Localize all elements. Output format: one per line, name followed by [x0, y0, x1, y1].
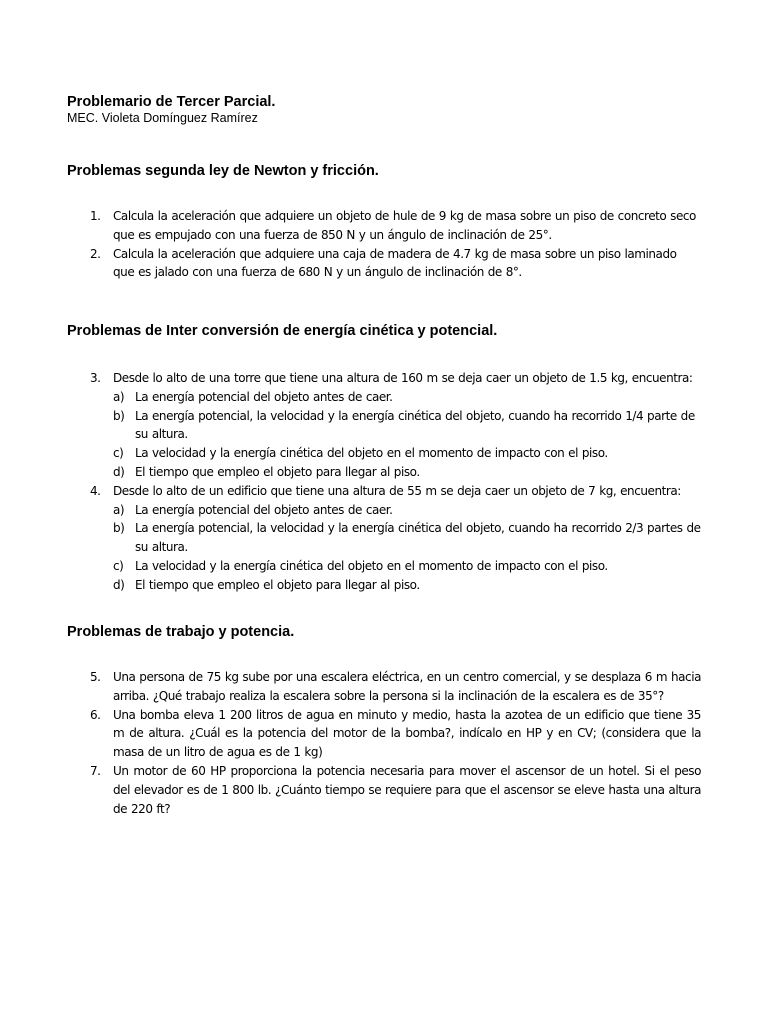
problem-item — [0, 668, 701, 706]
problem-number: 1. — [90, 209, 101, 223]
subitem-text: La velocidad y la energía cinética del objeto en el momento de impacto con el piso. — [135, 446, 608, 461]
subitem-text: La velocidad y la energía cinética del objeto en el momento de impacto con el piso. — [135, 558, 608, 573]
document-title: Problemario de Tercer Parcial. — [67, 94, 276, 110]
subitem-letter: b) — [113, 521, 125, 536]
section-heading-work-power: Problemas de trabajo y potencia. — [67, 624, 295, 640]
problem-text: Una persona de 75 kg sube por una escalera eléctrica, en un centro comercial, y se desplaza 6 m hacia arriba. ¿Qué trabajo realiza la escalera sobre la persona si la inclinación de la escalera es de 35°? — [113, 670, 701, 703]
problem-text: Una bomba eleva 1 200 litros de agua en minuto y medio, hasta la azotea de un edificio que tiene 35 m de altura. ¿Cuál es la potencia del motor de la bomba?, indícalo en HP y en CV; (considera que la masa de un litro de agua es de 1 kg) — [113, 707, 701, 760]
subitem — [113, 501, 701, 520]
subitem-letter: a) — [113, 502, 125, 517]
subitem-text: La energía potencial, la velocidad y la energía cinética del objeto, cuando ha recorrido 1/4 parte de su altura. — [135, 408, 695, 442]
problem-number: 4. — [90, 483, 101, 498]
subitem-letter: d) — [113, 464, 125, 479]
problem-item — [0, 482, 701, 595]
subitem — [113, 463, 701, 482]
subitem-letter: c) — [113, 446, 124, 461]
problem-text: Un motor de 60 HP proporciona la potencia necesaria para mover el ascensor de un hotel. Si el peso del elevador es de 1 800 lb. ¿Cuánto tiempo se requiere para que el ascensor se eleve hasta una altura de 220 ft? — [113, 763, 701, 816]
subitem — [113, 388, 701, 407]
problem-list-energy — [0, 369, 768, 595]
problem-number: 5. — [90, 670, 101, 684]
problem-item — [0, 207, 701, 245]
subitem-text: El tiempo que empleo el objeto para llegar al piso. — [135, 577, 420, 592]
section-heading-newton: Problemas segunda ley de Newton y fricción. — [67, 163, 379, 179]
problem-number: 3. — [90, 371, 101, 385]
subitem-text: La energía potencial del objeto antes de caer. — [135, 389, 393, 404]
subitem-letter: b) — [113, 408, 125, 423]
subitem-text: La energía potencial del objeto antes de caer. — [135, 502, 393, 517]
problem-text: Desde lo alto de un edificio que tiene una altura de 55 m se deja caer un objeto de 7 kg, encuentra: — [113, 483, 681, 498]
problem-list-newton — [0, 207, 768, 282]
problem-item — [0, 706, 701, 762]
problem-number: 2. — [90, 246, 101, 261]
subitem — [113, 407, 701, 445]
document-author: MEC. Violeta Domínguez Ramírez — [67, 111, 258, 125]
subitem-list — [113, 388, 701, 482]
subitem-text: La energía potencial, la velocidad y la energía cinética del objeto, cuando ha recorrido 2/3 partes de su altura. — [135, 521, 701, 555]
subitem — [113, 519, 701, 557]
problem-text: Desde lo alto de una torre que tiene una altura de 160 m se deja caer un objeto de 1.5 kg, encuentra: — [113, 371, 693, 385]
problem-text: Calcula la aceleración que adquiere un objeto de hule de 9 kg de masa sobre un piso de concreto seco que es empujado con una fuerza de 850 N y un ángulo de inclinación de 25°. — [113, 209, 696, 242]
problem-list-work-power — [0, 668, 768, 818]
problem-item — [0, 369, 701, 482]
problem-item — [0, 245, 701, 283]
problem-text: Calcula la aceleración que adquiere una caja de madera de 4.7 kg de masa sobre un piso laminado que es jalado con una fuerza de 680 N y un ángulo de inclinación de 8°. — [113, 246, 677, 280]
problem-number: 7. — [90, 763, 101, 778]
subitem-letter: d) — [113, 577, 125, 592]
subitem — [113, 576, 701, 595]
subitem-list — [113, 501, 701, 595]
subitem — [113, 444, 701, 463]
problem-number: 6. — [90, 707, 101, 722]
subitem-text: El tiempo que empleo el objeto para llegar al piso. — [135, 464, 420, 479]
subitem-letter: c) — [113, 558, 124, 573]
section-heading-energy: Problemas de Inter conversión de energía cinética y potencial. — [67, 323, 498, 339]
problem-item — [0, 762, 701, 818]
subitem-letter: a) — [113, 389, 125, 404]
subitem — [113, 557, 701, 576]
